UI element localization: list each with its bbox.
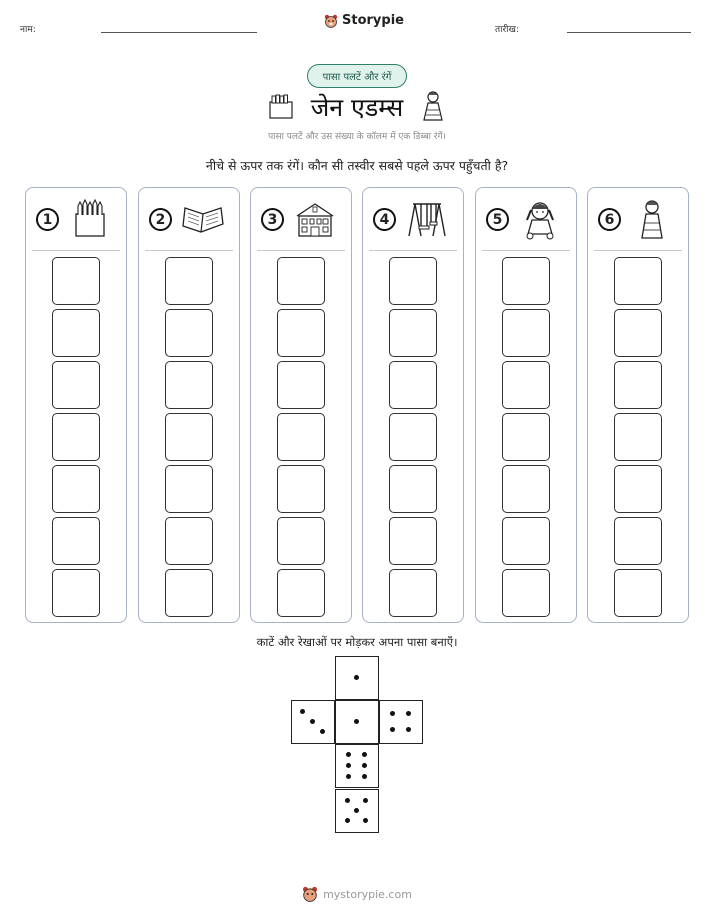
color-box[interactable] bbox=[277, 361, 325, 409]
dice-pip bbox=[362, 752, 367, 757]
column-divider bbox=[369, 250, 457, 251]
color-box[interactable] bbox=[52, 361, 100, 409]
column-divider bbox=[594, 250, 682, 251]
color-box[interactable] bbox=[389, 569, 437, 617]
color-box[interactable] bbox=[52, 569, 100, 617]
color-box[interactable] bbox=[502, 517, 550, 565]
color-box[interactable] bbox=[165, 257, 213, 305]
subtitle: पासा पलटें और उस संख्या के कॉलम में एक डिब्बा रंगें। bbox=[268, 132, 446, 142]
color-box[interactable] bbox=[614, 413, 662, 461]
page-title: जेन एडम्स bbox=[310, 93, 404, 122]
open-book-icon bbox=[181, 198, 225, 240]
color-box[interactable] bbox=[277, 569, 325, 617]
house-icon bbox=[293, 198, 337, 240]
color-box[interactable] bbox=[52, 413, 100, 461]
dice-face bbox=[335, 789, 379, 833]
column-divider bbox=[257, 250, 345, 251]
column-4 bbox=[362, 187, 464, 623]
color-box[interactable] bbox=[52, 517, 100, 565]
color-box[interactable] bbox=[502, 309, 550, 357]
color-box[interactable] bbox=[389, 517, 437, 565]
color-box[interactable] bbox=[277, 413, 325, 461]
color-box[interactable] bbox=[165, 361, 213, 409]
dice-pip bbox=[362, 763, 367, 768]
color-box[interactable] bbox=[165, 309, 213, 357]
brand-name: Storypie bbox=[342, 13, 404, 28]
peg-doll-icon bbox=[630, 198, 674, 240]
column-divider bbox=[145, 250, 233, 251]
dice-pip bbox=[354, 675, 359, 680]
dice-pip bbox=[345, 798, 350, 803]
dice-pip bbox=[390, 727, 395, 732]
color-box[interactable] bbox=[277, 257, 325, 305]
color-box[interactable] bbox=[502, 569, 550, 617]
color-box[interactable] bbox=[502, 361, 550, 409]
dice-pip bbox=[363, 818, 368, 823]
color-box[interactable] bbox=[277, 465, 325, 513]
column-number: 3 bbox=[261, 208, 284, 231]
dice-face bbox=[291, 700, 335, 744]
dice-pip bbox=[390, 711, 395, 716]
color-box[interactable] bbox=[165, 517, 213, 565]
activity-badge: पासा पलटें और रंगें bbox=[307, 64, 407, 88]
color-box[interactable] bbox=[389, 361, 437, 409]
color-box[interactable] bbox=[165, 569, 213, 617]
column-2 bbox=[138, 187, 240, 623]
swing-set-icon bbox=[405, 198, 449, 240]
dice-face bbox=[335, 656, 379, 700]
column-number: 2 bbox=[149, 208, 172, 231]
storypie-logo bbox=[324, 13, 404, 28]
color-box[interactable] bbox=[502, 413, 550, 461]
color-box[interactable] bbox=[614, 517, 662, 565]
bear-logo-icon bbox=[324, 14, 338, 28]
color-box[interactable] bbox=[52, 465, 100, 513]
column-1 bbox=[25, 187, 127, 623]
column-6 bbox=[587, 187, 689, 623]
dice-pip bbox=[406, 727, 411, 732]
bear-logo-icon bbox=[302, 886, 318, 902]
cut-instruction: काटें और रेखाओं पर मोड़कर अपना पासा बनाएँ। bbox=[256, 635, 458, 649]
column-divider bbox=[482, 250, 570, 251]
name-line[interactable] bbox=[101, 32, 257, 33]
peg-doll-icon bbox=[422, 90, 444, 122]
color-box[interactable] bbox=[389, 309, 437, 357]
color-box[interactable] bbox=[165, 413, 213, 461]
dice-pip bbox=[406, 711, 411, 716]
column-number: 6 bbox=[598, 208, 621, 231]
dice-face bbox=[335, 744, 379, 788]
color-box[interactable] bbox=[277, 309, 325, 357]
color-box[interactable] bbox=[52, 309, 100, 357]
color-box[interactable] bbox=[52, 257, 100, 305]
color-box[interactable] bbox=[389, 257, 437, 305]
column-3 bbox=[250, 187, 352, 623]
dice-pip bbox=[362, 774, 367, 779]
crayons-icon bbox=[68, 198, 112, 240]
name-label: नाम: bbox=[20, 25, 36, 35]
column-divider bbox=[32, 250, 120, 251]
footer bbox=[0, 886, 714, 902]
footer-url: mystorypie.com bbox=[323, 887, 412, 901]
color-box[interactable] bbox=[389, 413, 437, 461]
dice-face bbox=[335, 700, 379, 744]
instruction: नीचे से ऊपर तक रंगें। कौन सी तस्वीर सबसे पहले ऊपर पहुँचती है? bbox=[205, 158, 509, 173]
dice-pip bbox=[346, 752, 351, 757]
dice-pip bbox=[300, 709, 305, 714]
column-5 bbox=[475, 187, 577, 623]
color-box[interactable] bbox=[614, 361, 662, 409]
dice-pip bbox=[345, 818, 350, 823]
dice-pip bbox=[354, 719, 359, 724]
color-box[interactable] bbox=[614, 465, 662, 513]
dice-pip bbox=[346, 774, 351, 779]
doll-girl-icon bbox=[518, 198, 562, 240]
dice-face bbox=[379, 700, 423, 744]
dice-pip bbox=[320, 729, 325, 734]
color-box[interactable] bbox=[614, 257, 662, 305]
column-number: 4 bbox=[373, 208, 396, 231]
color-box[interactable] bbox=[277, 517, 325, 565]
color-box[interactable] bbox=[165, 465, 213, 513]
color-box[interactable] bbox=[614, 569, 662, 617]
color-box[interactable] bbox=[389, 465, 437, 513]
color-box[interactable] bbox=[614, 309, 662, 357]
color-box[interactable] bbox=[502, 465, 550, 513]
dice-pip bbox=[310, 719, 315, 724]
dice-pip bbox=[354, 808, 359, 813]
dice-pip bbox=[346, 763, 351, 768]
date-label: तारीख: bbox=[495, 25, 519, 35]
column-number: 5 bbox=[486, 208, 509, 231]
column-number: 1 bbox=[36, 208, 59, 231]
dice-pip bbox=[363, 798, 368, 803]
date-line[interactable] bbox=[567, 32, 691, 33]
color-box[interactable] bbox=[502, 257, 550, 305]
